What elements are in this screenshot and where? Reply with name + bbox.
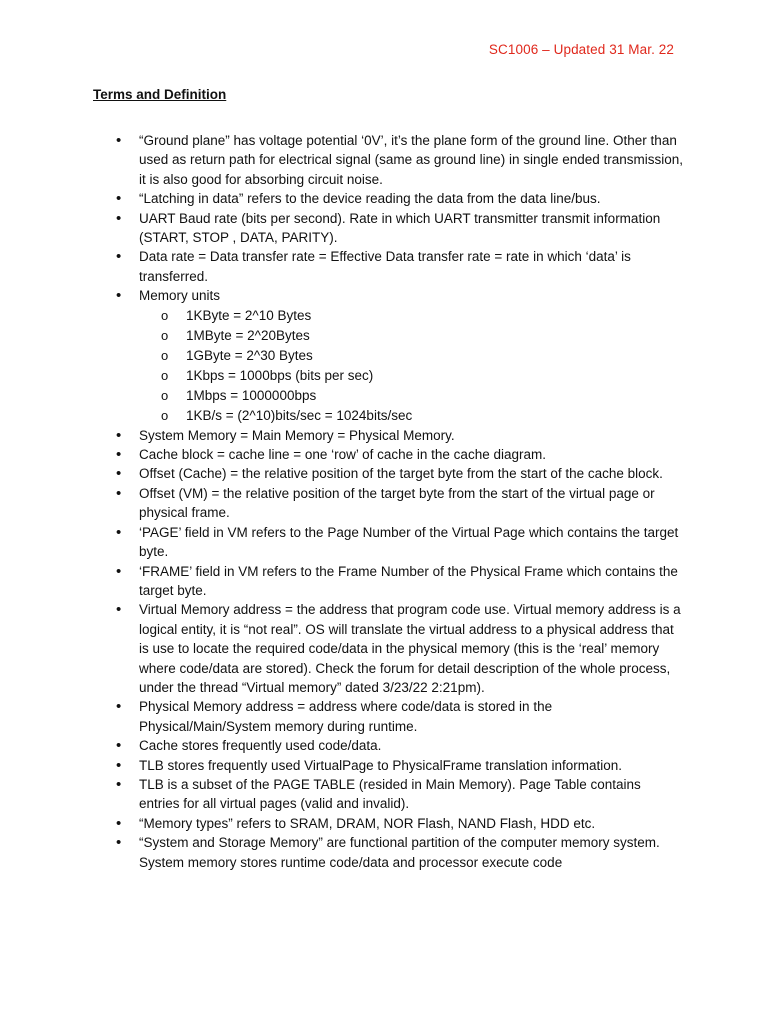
page-title: Terms and Definition (93, 87, 227, 102)
sub-list-item: o 1KB/s = (2^10)bits/sec = 1024bits/sec (186, 406, 684, 426)
sub-list-item: o 1Mbps = 1000000bps (186, 386, 684, 406)
list-item: • Offset (VM) = the relative position of the target byte from the start of the virtual page or physical frame. (139, 484, 684, 523)
sub-list-item: o 1KByte = 2^10 Bytes (186, 306, 684, 326)
document-code-header: SC1006 – Updated 31 Mar. 22 (488, 42, 674, 57)
list-item: • “System and Storage Memory” are functional partition of the computer memory system. System memory stores runtime code/data and processor execute code (139, 833, 684, 872)
definitions-list (139, 131, 684, 872)
list-item: • TLB is a subset of the PAGE TABLE (resided in Main Memory). Page Table contains entries for all virtual pages (valid and invalid). (139, 775, 684, 814)
list-item: • ‘FRAME’ field in VM refers to the Frame Number of the Physical Frame which contains the target byte. (139, 562, 684, 601)
list-item: • Data rate = Data transfer rate = Effective Data transfer rate = rate in which ‘data’ is transferred. (139, 247, 684, 286)
list-item: • “Latching in data” refers to the device reading the data from the data line/bus. (139, 189, 684, 208)
list-item: • TLB stores frequently used VirtualPage to PhysicalFrame translation information. (139, 756, 684, 775)
list-item: • Virtual Memory address = the address that program code use. Virtual memory address is a logical entity, it is “not real”. OS will translate the virtual address to a physical address that is use to locate the required code/data in the physical memory (this is the ‘real’ memory where code/data are stored). Check the forum for detail description of the whole process, under the thread “Virtual memory” dated 3/23/22 2:21pm). (139, 600, 684, 697)
list-item: • System Memory = Main Memory = Physical Memory. (139, 426, 684, 445)
list-item: • Cache stores frequently used code/data. (139, 736, 684, 755)
list-item: • “Memory types” refers to SRAM, DRAM, NOR Flash, NAND Flash, HDD etc. (139, 814, 684, 833)
sub-list-item: o 1GByte = 2^30 Bytes (186, 346, 684, 366)
memory-units-sublist (139, 306, 684, 426)
list-item: • UART Baud rate (bits per second). Rate in which UART transmitter transmit information (START, STOP , DATA, PARITY). (139, 209, 684, 248)
sub-list-item: o 1MByte = 2^20Bytes (186, 326, 684, 346)
list-item-memory-units (139, 286, 684, 425)
list-item: • “Ground plane” has voltage potential ‘0V’, it’s the plane form of the ground line. Other than used as return path for electrical signal (same as ground line) in single ended transmission, it is also good for absorbing circuit noise. (139, 131, 684, 189)
sub-list-item: o 1Kbps = 1000bps (bits per sec) (186, 366, 684, 386)
list-item: • ‘PAGE’ field in VM refers to the Page Number of the Virtual Page which contains the target byte. (139, 523, 684, 562)
list-item: • Offset (Cache) = the relative position of the target byte from the start of the cache block. (139, 464, 684, 483)
list-item-label: Memory units (139, 288, 221, 304)
list-item: • Cache block = cache line = one ‘row’ of cache in the cache diagram. (139, 445, 684, 464)
list-item: • Physical Memory address = address where code/data is stored in the Physical/Main/System memory during runtime. (139, 697, 684, 736)
